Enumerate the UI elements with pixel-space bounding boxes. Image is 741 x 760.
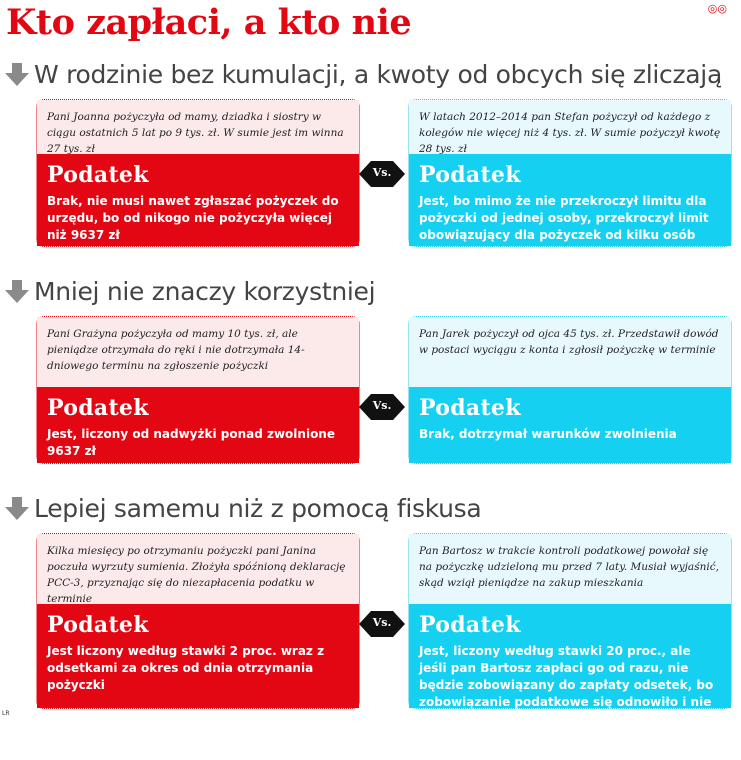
publisher-logo-icon: ◎◎ — [707, 2, 727, 15]
margin-note: LR — [2, 710, 10, 717]
case-card-left — [36, 316, 360, 464]
tax-box — [37, 387, 359, 463]
section-heading-row — [2, 57, 722, 91]
tax-box — [37, 604, 359, 708]
case-story: Pani Joanna pożyczyła od mamy, dziadka i siostry w ciągu ostatnich 5 lat po 9 tys. zł. W sumie jest im winna 27 tys. zł — [37, 100, 359, 154]
tax-box — [409, 154, 731, 246]
vs-badge — [359, 607, 405, 641]
arrow-down-icon — [2, 493, 32, 523]
vs-label: Vs. — [372, 166, 392, 179]
tax-verdict: Brak, dotrzymał warunków zwolnienia — [419, 427, 677, 441]
arrow-down-icon — [2, 276, 32, 306]
section-heading-row — [2, 491, 481, 525]
case-card-left — [36, 99, 360, 247]
tax-label: Podatek — [47, 612, 149, 638]
case-story: Pan Jarek pożyczył od ojca 45 tys. zł. Przedstawił dowód w postaci wyciągu z konta i zgłosił pożyczkę w terminie — [409, 317, 731, 387]
case-story: W latach 2012–2014 pan Stefan pożyczył od każdego z kolegów nie więcej niż 4 tys. zł. W sumie pożyczył kwotę 28 tys. zł — [409, 100, 731, 154]
tax-verdict: Jest, liczony według stawki 20 proc., ale jeśli pan Bartosz zapłaci go od razu, nie będzie zobowiązany do zapłaty odsetek, bo zobowiązanie podatkowe się odnowiło i nie ma zaległości podatkowej — [419, 644, 714, 726]
case-card-right — [408, 99, 732, 247]
case-story: Kilka miesięcy po otrzymaniu pożyczki pani Janina poczuła wyrzuty sumienia. Złożyła spóźnioną deklarację PCC-3, przyznając się do niezapłacenia podatku w terminie — [37, 534, 359, 604]
vs-label: Vs. — [372, 399, 392, 412]
tax-label: Podatek — [419, 162, 521, 188]
arrow-down-icon — [2, 59, 32, 89]
vs-badge — [359, 157, 405, 191]
case-card-right — [408, 533, 732, 726]
case-card-right — [408, 316, 732, 464]
section-heading: W rodzinie bez kumulacji, a kwoty od obcych się zliczają — [34, 59, 722, 89]
vs-label: Vs. — [372, 616, 392, 629]
page-title: Kto zapłaci, a kto nie — [6, 2, 412, 43]
tax-verdict: Jest liczony według stawki 2 proc. wraz z odsetkami za okres od dnia otrzymania pożyczki — [47, 644, 325, 692]
tax-verdict: Brak, nie musi nawet zgłaszać pożyczek do urzędu, bo od nikogo nie pożyczyła więcej niż 9637 zł — [47, 194, 339, 242]
case-card-left — [36, 533, 360, 709]
tax-box — [37, 154, 359, 246]
case-story: Pani Grażyna pożyczyła od mamy 10 tys. zł, ale pieniądze otrzymała do ręki i nie dotrzymała 14-dniowego terminu na zgłoszenie pożyczki — [37, 317, 359, 387]
section-heading: Lepiej samemu niż z pomocą fiskusa — [34, 493, 482, 523]
section-heading: Mniej nie znaczy korzystniej — [34, 276, 376, 306]
tax-verdict: Jest, bo mimo że nie przekroczył limitu dla pożyczki od jednej osoby, przekroczył limit obowiązujący dla pożyczek od kilku osób — [419, 194, 709, 242]
tax-box — [409, 604, 731, 726]
tax-box — [409, 387, 731, 463]
section-heading-row — [2, 274, 375, 308]
tax-label: Podatek — [419, 612, 521, 638]
vs-badge — [359, 390, 405, 424]
tax-label: Podatek — [47, 395, 149, 421]
case-story: Pan Bartosz w trakcie kontroli podatkowej powołał się na pożyczkę udzieloną mu przed 7 laty. Musiał wyjaśnić, skąd wziął pieniądze na zakup mieszkania — [409, 534, 731, 604]
tax-verdict: Jest, liczony od nadwyżki ponad zwolnione 9637 zł — [47, 427, 335, 458]
tax-label: Podatek — [47, 162, 149, 188]
tax-label: Podatek — [419, 395, 521, 421]
